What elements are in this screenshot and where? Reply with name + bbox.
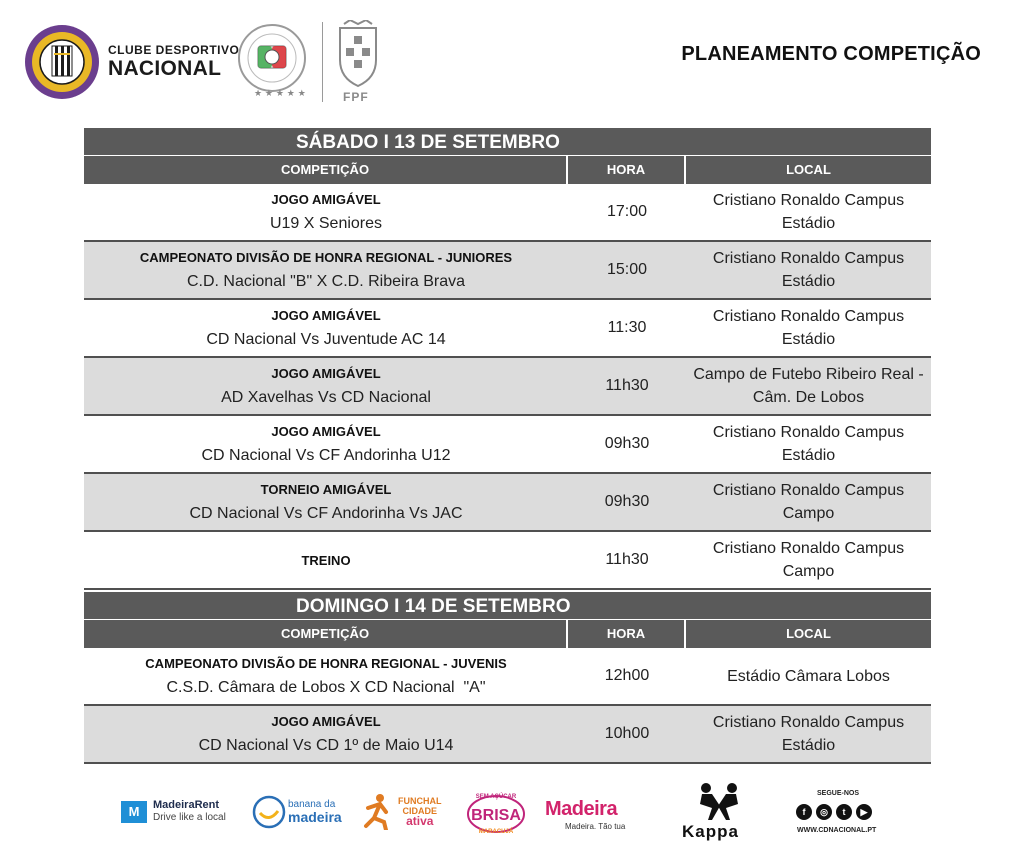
madeira-wordmark: Madeira — [545, 798, 618, 820]
time-cell: 11h30 — [605, 551, 649, 568]
follow-us-label: SEGUE-NOS — [817, 790, 860, 797]
table-row — [84, 300, 931, 358]
banana-line1: banana da — [288, 799, 336, 810]
social-links — [793, 790, 883, 838]
schedule-table — [84, 128, 931, 764]
club-name-line1: CLUBE DESPORTIVO — [108, 43, 240, 57]
banana-icon — [252, 795, 286, 829]
day-header: DOMINGO I 14 DE SETEMBRO — [84, 592, 931, 620]
madeirarent-icon: M — [121, 801, 147, 823]
time-cell: 11:30 — [607, 319, 647, 336]
banana-da-madeira-logo — [252, 794, 348, 830]
kappa-wordmark: Kappa — [682, 822, 739, 841]
runner-icon — [360, 792, 394, 830]
day-block-saturday — [84, 128, 931, 590]
time-cell: 11h30 — [605, 377, 649, 394]
website-link[interactable]: WWW.CDNACIONAL.PT — [797, 827, 877, 834]
competition-name: JOGO AMIGÁVEL — [271, 714, 381, 729]
table-row — [84, 242, 931, 300]
location-cell: Cristiano Ronaldo Campus Estádio — [712, 714, 905, 754]
competition-name: CAMPEONATO DIVISÃO DE HONRA REGIONAL - JUNIORES — [139, 250, 513, 265]
facebook-icon[interactable]: f — [796, 804, 812, 820]
header-divider — [322, 22, 323, 102]
banana-line2: madeira — [288, 809, 342, 825]
page-title: PLANEAMENTO COMPETIÇÃO — [681, 43, 981, 65]
madeirarent-tagline: Drive like a local — [153, 812, 226, 823]
svg-text:★ ★ ★ ★ ★: ★ ★ ★ ★ ★ — [254, 89, 306, 99]
location-cell: Campo de Futebo Ribeiro Real - Câm. De Lobos — [693, 366, 924, 406]
brisa-top-text: SEM AÇÚCAR — [475, 794, 517, 800]
time-cell: 12h00 — [604, 667, 650, 684]
match-name: CD Nacional Vs CD 1º de Maio U14 — [198, 737, 454, 754]
column-header-time: HORA — [568, 156, 686, 184]
match-name: C.D. Nacional "B" X C.D. Ribeira Brava — [186, 273, 466, 290]
competition-cell — [84, 474, 568, 530]
time-cell: 09h30 — [604, 435, 650, 452]
club-name-line2: NACIONAL — [108, 57, 222, 80]
competition-cell — [84, 358, 568, 414]
funchal-line2: CIDADE — [402, 806, 437, 816]
madeira-tagline: Madeira. Tão tua — [565, 822, 626, 831]
column-header-location: LOCAL — [786, 162, 831, 177]
competition-cell — [84, 242, 568, 298]
madeirarent-logo — [121, 798, 233, 828]
location-cell: Cristiano Ronaldo Campus Estádio — [712, 250, 905, 290]
funchal-line1: FUNCHAL — [398, 796, 442, 806]
match-name: AD Xavelhas Vs CD Nacional — [221, 389, 431, 406]
location-cell: Cristiano Ronaldo Campus Campo — [712, 482, 905, 522]
brisa-name: BRISA — [471, 807, 521, 824]
location-cell: Cristiano Ronaldo Campus Estádio — [712, 308, 905, 348]
funchal-line3: ativa — [406, 814, 434, 828]
column-header-competition: COMPETIÇÃO — [84, 620, 568, 648]
brisa-logo — [466, 788, 526, 836]
banana-text — [288, 799, 342, 823]
competition-cell — [84, 648, 568, 704]
column-header-row — [84, 620, 931, 648]
competition-cell — [84, 532, 568, 588]
fpf-label: FPF — [343, 90, 369, 104]
competition-name: JOGO AMIGÁVEL — [271, 424, 381, 439]
competition-cell — [84, 184, 568, 240]
competition-cell — [84, 706, 568, 762]
column-header-row — [84, 156, 931, 184]
match-name: U19 X Seniores — [269, 215, 383, 232]
page-header — [0, 0, 1024, 120]
table-row — [84, 416, 931, 474]
time-cell: 10h00 — [604, 725, 650, 742]
social-icons — [796, 804, 872, 820]
table-row — [84, 706, 931, 764]
match-name: CD Nacional Vs Juventude AC 14 — [206, 331, 446, 348]
competition-name: JOGO AMIGÁVEL — [271, 192, 381, 207]
match-name: CD Nacional Vs CF Andorinha Vs JAC — [189, 505, 463, 522]
competition-cell — [84, 300, 568, 356]
twitter-icon[interactable]: t — [836, 804, 852, 820]
competition-name: TREINO — [301, 553, 351, 568]
instagram-icon[interactable]: ◎ — [816, 804, 832, 820]
funchal-cidade-ativa-logo — [360, 792, 450, 832]
kappa-logo — [680, 782, 762, 840]
club-crest-logo — [24, 24, 100, 100]
location-cell: Cristiano Ronaldo Campus Campo — [712, 540, 905, 580]
time-cell: 15:00 — [606, 261, 648, 278]
funchal-text — [398, 796, 442, 826]
day-block-sunday — [84, 592, 931, 764]
location-cell: Cristiano Ronaldo Campus Estádio — [712, 192, 905, 232]
club-name — [108, 44, 239, 79]
certified-training-entity-badge — [232, 20, 312, 102]
table-row — [84, 474, 931, 532]
table-row — [84, 532, 931, 590]
competition-cell — [84, 416, 568, 472]
youtube-icon[interactable]: ▶ — [856, 804, 872, 820]
competition-name: JOGO AMIGÁVEL — [271, 366, 381, 381]
competition-name: TORNEIO AMIGÁVEL — [260, 482, 392, 497]
sponsor-bar — [0, 780, 1024, 843]
column-header-time: HORA — [568, 620, 686, 648]
kappa-omini-icon — [680, 782, 758, 822]
match-name: C.S.D. Câmara de Lobos X CD Nacional "A" — [166, 679, 486, 696]
day-header: SÁBADO I 13 DE SETEMBRO — [84, 128, 931, 156]
brisa-bottom-text: MARACUJÁ — [478, 829, 514, 835]
location-cell: Cristiano Ronaldo Campus Estádio — [712, 424, 905, 464]
column-header-location: LOCAL — [786, 626, 831, 641]
madeirarent-name: MadeiraRent — [153, 799, 220, 811]
table-row — [84, 648, 931, 706]
column-header-competition: COMPETIÇÃO — [84, 156, 568, 184]
competition-name: JOGO AMIGÁVEL — [271, 308, 381, 323]
time-cell: 17:00 — [606, 203, 648, 220]
madeira-tourism-logo — [545, 796, 645, 832]
match-name: CD Nacional Vs CF Andorinha U12 — [201, 447, 451, 464]
table-row — [84, 184, 931, 242]
competition-name: CAMPEONATO DIVISÃO DE HONRA REGIONAL - JUVENIS — [145, 656, 507, 671]
time-cell: 09h30 — [604, 493, 650, 510]
location-cell: Estádio Câmara Lobos — [727, 667, 890, 685]
table-row — [84, 358, 931, 416]
